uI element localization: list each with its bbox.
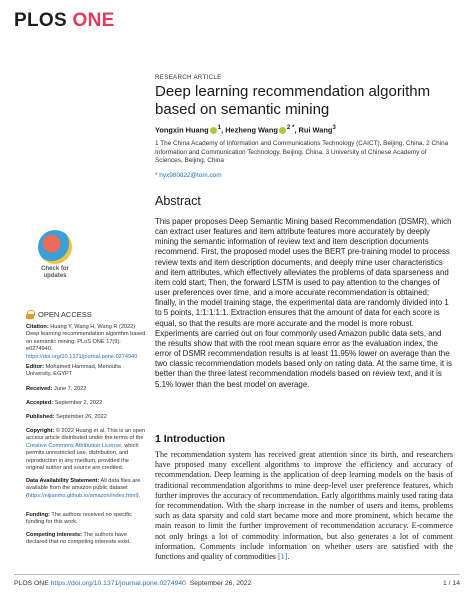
received-block <box>26 386 148 393</box>
article-type-label: RESEARCH ARTICLE <box>155 74 222 81</box>
competing-interests-block <box>26 532 148 547</box>
author-affiliation-sup: 3 <box>332 124 336 131</box>
funding-block <box>26 512 148 527</box>
footer-date: September 26, 2022 <box>189 580 252 587</box>
editor-text: Mohamed Hammad, Menoufia University, EGYPT <box>26 364 121 378</box>
dataset-link[interactable]: https://nijianmo.github.io/amazon/index.html <box>27 492 137 499</box>
citation-reference-link[interactable]: [1] <box>277 552 288 562</box>
page-number: 1 / 14 <box>442 580 460 587</box>
footer-left <box>14 580 251 587</box>
author-affiliation-sup: 1 <box>217 124 222 131</box>
introduction-text <box>155 450 453 562</box>
corresponding-email[interactable]: * hyx980822@tom.com <box>155 172 222 179</box>
abstract-heading: Abstract <box>155 194 201 208</box>
published-block <box>26 414 148 421</box>
accepted-block <box>26 400 148 407</box>
author-name: Rui Wang <box>298 125 333 135</box>
data-availability-text-2: ). <box>136 492 141 499</box>
abstract-text: This paper proposes Deep Semantic Mining based Recommendation (DSMR), which can extract user features and item attribute features more accurately by deeply mining the semantic information of review text and item description documents recommend. First, the proposed model uses the BERT pre-training model to process review texts and item description documents, and deeply mine user characteristics and item attributes, which effectively alleviates the problems of data sparseness and item cold start; Then, the forward LSTM is used to pay attention to the changes of user preferences over time, and a more accurate recommendation is obtained; finally, in the model training stage, the experimental data are randomly divided into 1 to 5 points, 1:1:1:1:1. Extraction ensures that the amount of data for each score is equal, so that the results are more accurate and the model is more robust. Experiments are carried out on four commonly used Amazon public data sets, and the results show that with the root mean square error as the evaluation index, the error of DSMR recommendation results is at least 11.95% lower on average than the two classic recommendation models based only on rating data. At the same time, it is better than the three latest recommendation models based on review text, and it is 5.1% lower than the best model on average. <box>155 217 452 389</box>
open-access-text: OPEN ACCESS <box>38 310 92 319</box>
data-availability-label: Data Availability Statement: <box>26 478 100 484</box>
data-availability-text-1: All data files are available from the amazon public dataset ( <box>26 478 141 499</box>
accepted-date: September 2, 2022 <box>54 400 103 406</box>
editor-label: Editor: <box>26 364 45 370</box>
citation-text: Huang Y, Wang H, Wang R (2022) Deep learning recommendation algorithm based on semantic mining. PLoS ONE 17(9): e0274940. <box>26 324 146 353</box>
badge-text: Check for updates <box>41 266 69 279</box>
open-lock-icon <box>26 310 34 319</box>
citation-doi-link[interactable]: https://doi.org/10.1371/journal.pone.0274940 <box>26 353 138 360</box>
orcid-icon[interactable] <box>279 127 286 134</box>
author-name: Yongxin Huang <box>155 125 209 135</box>
published-date: September 26, 2022 <box>56 414 107 420</box>
orcid-icon[interactable] <box>210 127 217 134</box>
logo-one: ONE <box>72 10 115 31</box>
footer-doi-link[interactable]: https://doi.org/10.1371/journal.pone.0274940 <box>50 580 186 587</box>
copyright-text-2: , which permits unrestricted use, distribution, and reproduction in any medium, provided the original author and source are credited. <box>26 442 139 472</box>
received-date: June 7, 2022 <box>54 386 87 392</box>
copyright-label: Copyright: <box>26 428 55 434</box>
accepted-label: Accepted: <box>26 400 54 406</box>
citation-block <box>26 324 148 361</box>
affiliations: 1 The China Academy of Information and Communications Technology (CAICT), Beijing, China, 2 China Information and Communication Technology, Beijing, China, 3 University of Chinese Academy of Sciences, Beijing, China <box>155 140 449 164</box>
citation-label: Citation: <box>26 324 49 330</box>
copyright-text-1: © 2022 Huang et al. This is an open access article distributed under the terms of the <box>26 428 146 442</box>
plos-one-logo <box>14 10 115 32</box>
introduction-body: The recommendation system has received great attention since its birth, and researchers have proposed many excellent algorithms to improve the efficiency and accuracy of recommendation. Deep learning is the application of deep learning models on the basis of traditional recommendation algorithms to mine deep-level user preference features, which further improves the accuracy of recommendation. Early algorithms mainly used rating data for recommendation. With the sharp increase in the number of users and items, problems such as data sparsity and cold start became more and more prominent, which became the main reason to limit the further improvement of recommendation accuracy. E-commerce not only brings a lot of commodity information, but also generates a lot of comment information. Comments include information on whether users are satisfied with the functions and quality of commodities <box>155 450 454 562</box>
author-affiliation-sup: 2 * <box>286 124 295 131</box>
copyright-block <box>26 428 148 472</box>
received-label: Received: <box>26 386 53 392</box>
funding-label: Funding: <box>26 512 50 518</box>
author-list: Yongxin Huang $^1$, Hezheng Wang $^{2 *}$, Rui Wang$^3$ <box>155 124 336 135</box>
article-title: Deep learning recommendation algorithm based on semantic mining <box>155 83 431 118</box>
sidebar <box>26 230 146 282</box>
check-for-updates-badge[interactable] <box>34 230 76 282</box>
editor-block <box>26 364 148 379</box>
logo-plos: PLOS <box>14 10 67 31</box>
funding-text: The authors received no specific funding for this work. <box>26 512 132 526</box>
competing-interests-label: Competing interests: <box>26 532 82 538</box>
introduction-end: . <box>287 552 290 562</box>
published-label: Published: <box>26 414 55 420</box>
author-name: Hezheng Wang <box>225 125 278 135</box>
footer-divider <box>14 574 460 575</box>
license-link[interactable]: Creative Commons Attribution License <box>26 442 122 449</box>
data-availability-block <box>26 478 148 500</box>
footer-journal: PLOS ONE <box>14 580 49 587</box>
open-access-label <box>26 310 92 319</box>
introduction-heading: 1 Introduction <box>155 433 225 445</box>
check-updates-icon <box>38 230 72 264</box>
competing-interests-text: The authors have declared that no competing interests exist. <box>26 532 131 546</box>
